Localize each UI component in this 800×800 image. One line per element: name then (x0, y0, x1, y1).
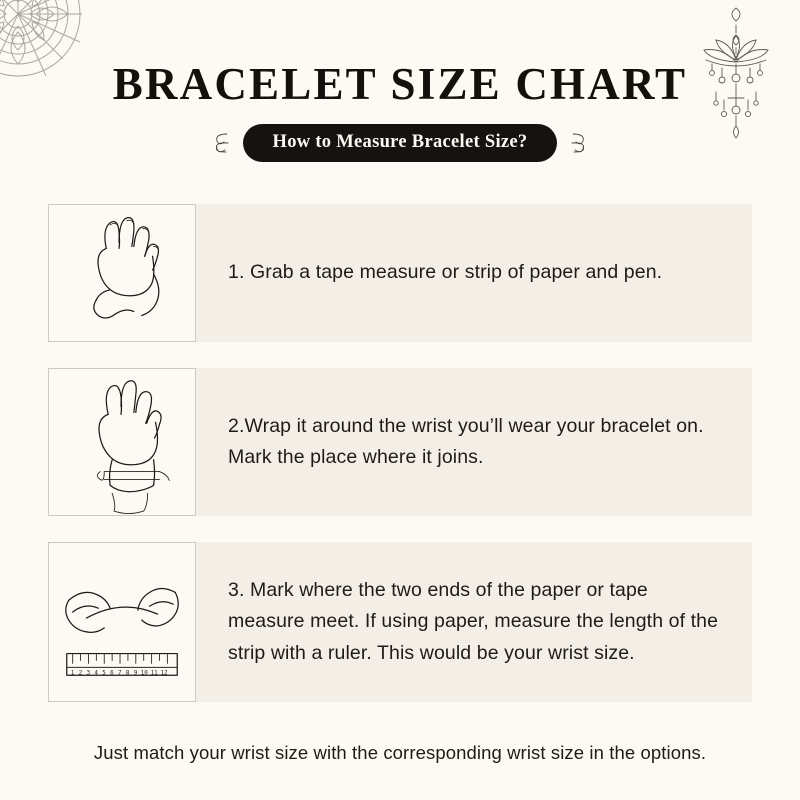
list-item (48, 204, 752, 342)
tape-wrapped-around-wrist-illustration (48, 368, 196, 516)
svg-text:10: 10 (140, 670, 148, 677)
svg-text:6: 6 (110, 670, 114, 677)
svg-text:11: 11 (150, 670, 158, 677)
step-2-text: 2.Wrap it around the wrist you’ll wear your bracelet on. Mark the place where it joins. (228, 414, 704, 469)
svg-text:8: 8 (125, 670, 130, 677)
step-3-text: 3. Mark where the two ends of the paper or tape measure meet. If using paper, measure the length of the strip with a ruler. This would be your wrist size. (228, 578, 719, 664)
svg-text:5: 5 (102, 670, 106, 677)
svg-text:4: 4 (94, 670, 98, 677)
step-1-text: 1. Grab a tape measure or strip of paper and pen. (228, 261, 663, 284)
svg-text:9: 9 (133, 670, 138, 677)
page-title: BRACELET SIZE CHART (112, 59, 688, 109)
measuring-strip-with-ruler-illustration (48, 542, 196, 702)
footer-note: Just match your wrist size with the corresponding wrist size in the options. (93, 742, 707, 763)
list-item (48, 542, 752, 702)
hand-holding-tape-illustration (48, 204, 196, 342)
swirl-ornament-right (569, 130, 595, 156)
svg-text:1: 1 (70, 670, 75, 677)
svg-text:7: 7 (118, 670, 122, 677)
subtitle-row (0, 124, 800, 162)
svg-text:12: 12 (160, 670, 168, 677)
list-item (48, 368, 752, 516)
svg-text:3: 3 (86, 670, 91, 677)
steps-list (0, 204, 800, 728)
svg-text:2: 2 (78, 670, 83, 677)
subtitle-pill: How to Measure Bracelet Size? (243, 124, 558, 162)
swirl-ornament-left (205, 130, 231, 156)
